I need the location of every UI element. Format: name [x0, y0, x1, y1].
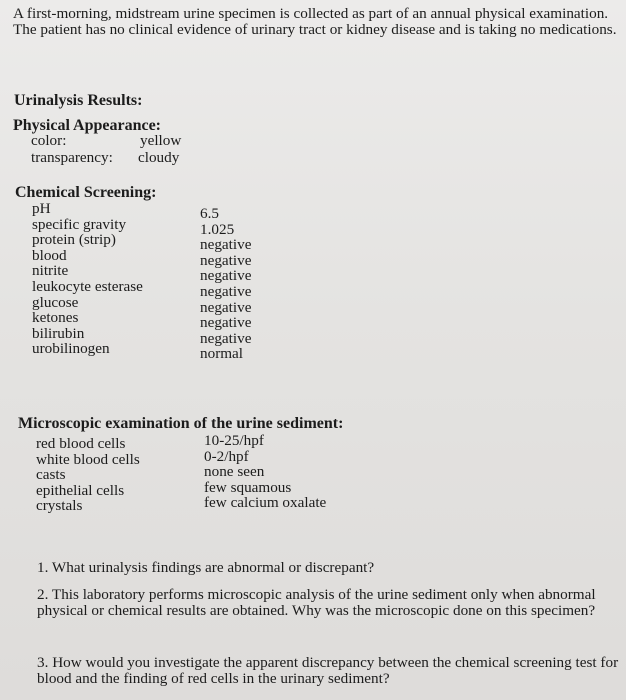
microscopic-value: 10-25/hpf	[204, 432, 264, 449]
microscopic-value: none seen	[204, 463, 265, 481]
chemical-value: negative	[200, 329, 252, 347]
question-1: 1. What urinalysis findings are abnormal or discrepant?	[37, 559, 375, 576]
chemical-value: negative	[200, 298, 252, 316]
chemical-values	[200, 206, 251, 362]
microscopic-value: few squamous	[204, 478, 292, 496]
microscopic-value: 0-2/hpf	[204, 447, 249, 465]
chemical-value: negative	[200, 314, 252, 332]
question-2: 2. This laboratory performs microscopic analysis of the urine sediment only when abnormal physical or chemical results are obtained. Why was the microscopic done on this specimen?	[37, 586, 596, 619]
chemical-heading: Chemical Screening:	[15, 184, 157, 201]
chemical-label: bilirubin	[32, 324, 85, 342]
chemical-label: nitrite	[32, 262, 69, 280]
chemical-value: normal	[200, 345, 244, 363]
chemical-labels	[32, 201, 143, 357]
microscopic-label: red blood cells	[36, 435, 126, 452]
physical-value: cloudy	[138, 149, 180, 166]
chemical-value: 6.5	[200, 205, 219, 222]
urinalysis-title: Urinalysis Results:	[14, 92, 143, 109]
microscopic-label: white blood cells	[36, 450, 140, 468]
chemical-value: negative	[200, 282, 252, 300]
physical-label: transparency:	[31, 149, 113, 166]
microscopic-label: epithelial cells	[36, 481, 125, 499]
microscopic-label: crystals	[36, 497, 83, 515]
microscopic-values	[204, 433, 326, 511]
microscopic-heading: Microscopic examination of the urine sediment:	[18, 415, 344, 432]
microscopic-labels	[36, 436, 140, 514]
microscopic-value: few calcium oxalate	[204, 494, 327, 512]
chemical-label: urobilinogen	[32, 340, 110, 358]
question-3: 3. How would you investigate the apparent discrepancy between the chemical screening test for blood and the finding of red cells in the urinary sediment?	[37, 654, 619, 687]
chemical-label: glucose	[32, 293, 79, 311]
physical-value: yellow	[140, 132, 182, 149]
chemical-label: leukocyte esterase	[32, 277, 143, 295]
case-intro: A first-morning, midstream urine specimen is collected as part of an annual physical examination. The patient has no clinical evidence of urinary tract or kidney disease and is taking no medications.	[13, 5, 617, 38]
chemical-label: blood	[32, 246, 67, 264]
physical-label: color:	[31, 132, 67, 149]
chemical-label: pH	[32, 200, 51, 217]
chemical-value: negative	[200, 236, 252, 254]
chemical-label: protein (strip)	[32, 231, 116, 249]
chemical-label: ketones	[32, 309, 79, 327]
chemical-value: negative	[200, 267, 252, 285]
physical-row	[31, 133, 66, 149]
chemical-value: 1.025	[200, 220, 235, 238]
physical-row	[31, 150, 113, 166]
physical-heading: Physical Appearance:	[13, 117, 161, 134]
chemical-label: specific gravity	[32, 215, 127, 233]
microscopic-label: casts	[36, 466, 66, 484]
chemical-value: negative	[200, 251, 252, 269]
